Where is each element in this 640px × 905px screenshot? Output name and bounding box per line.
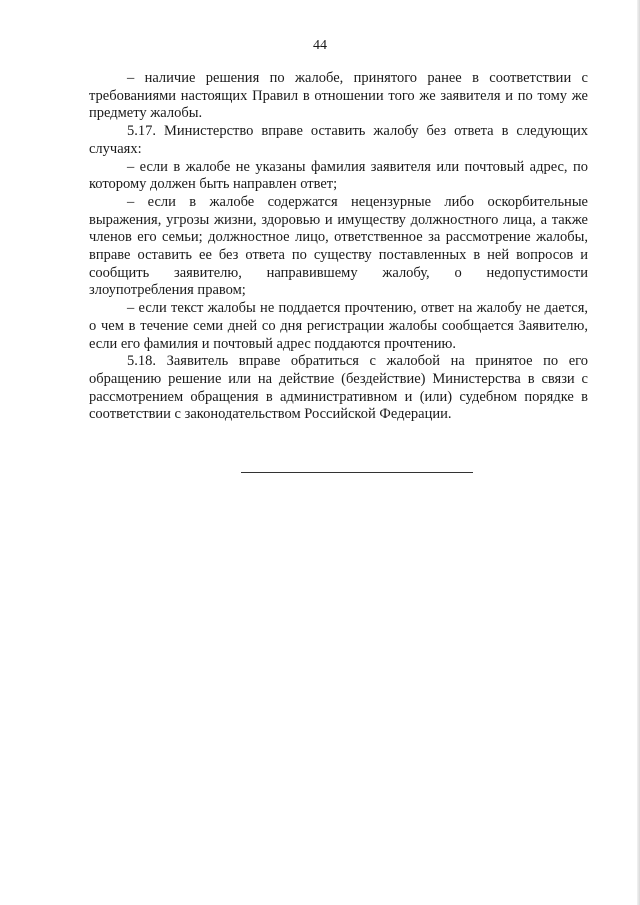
paragraph-5-17: 5.17. Министерство вправе оставить жалобу без ответа в следующих случаях: xyxy=(89,123,588,157)
document-body xyxy=(89,70,588,424)
end-of-section-rule xyxy=(241,472,473,473)
paragraph-prior-decision: – наличие решения по жалобе, принятого ранее в соответствии с требованиями настоящих Правил в отношении того же заявителя и по тому же предмету жалобы. xyxy=(89,70,588,122)
paragraph-5-18: 5.18. Заявитель вправе обратиться с жалобой на принятое по его обращению решение или на действие (бездействие) Министерства в связи с рассмотрением обращения в административном и (или) судебном порядке в соответствии с законодательством Российской Федерации. xyxy=(89,353,588,423)
paragraph-no-name-address: – если в жалобе не указаны фамилия заявителя или почтовый адрес, по которому должен быть направлен ответ; xyxy=(89,158,588,193)
paragraph-unreadable-text: – если текст жалобы не поддается прочтению, ответ на жалобу не дается, о чем в течение семи дней со дня регистрации жалобы сообщается Заявителю, если его фамилия и почтовый адрес поддаются прочтению. xyxy=(89,300,588,352)
page-number: 44 xyxy=(313,38,327,53)
paragraph-offensive-language: – если в жалобе содержатся нецензурные либо оскорбительные выражения, угрозы жизни, здоровью и имуществу должностного лица, а также членов его семьи; должностное лицо, ответственное за рассмотрение жалобы, вправе оставить ее без ответа по существу поставленных в ней вопросов и сообщить заявителю, направившему жалобу, о недопустимости злоупотребления правом; xyxy=(89,193,588,299)
